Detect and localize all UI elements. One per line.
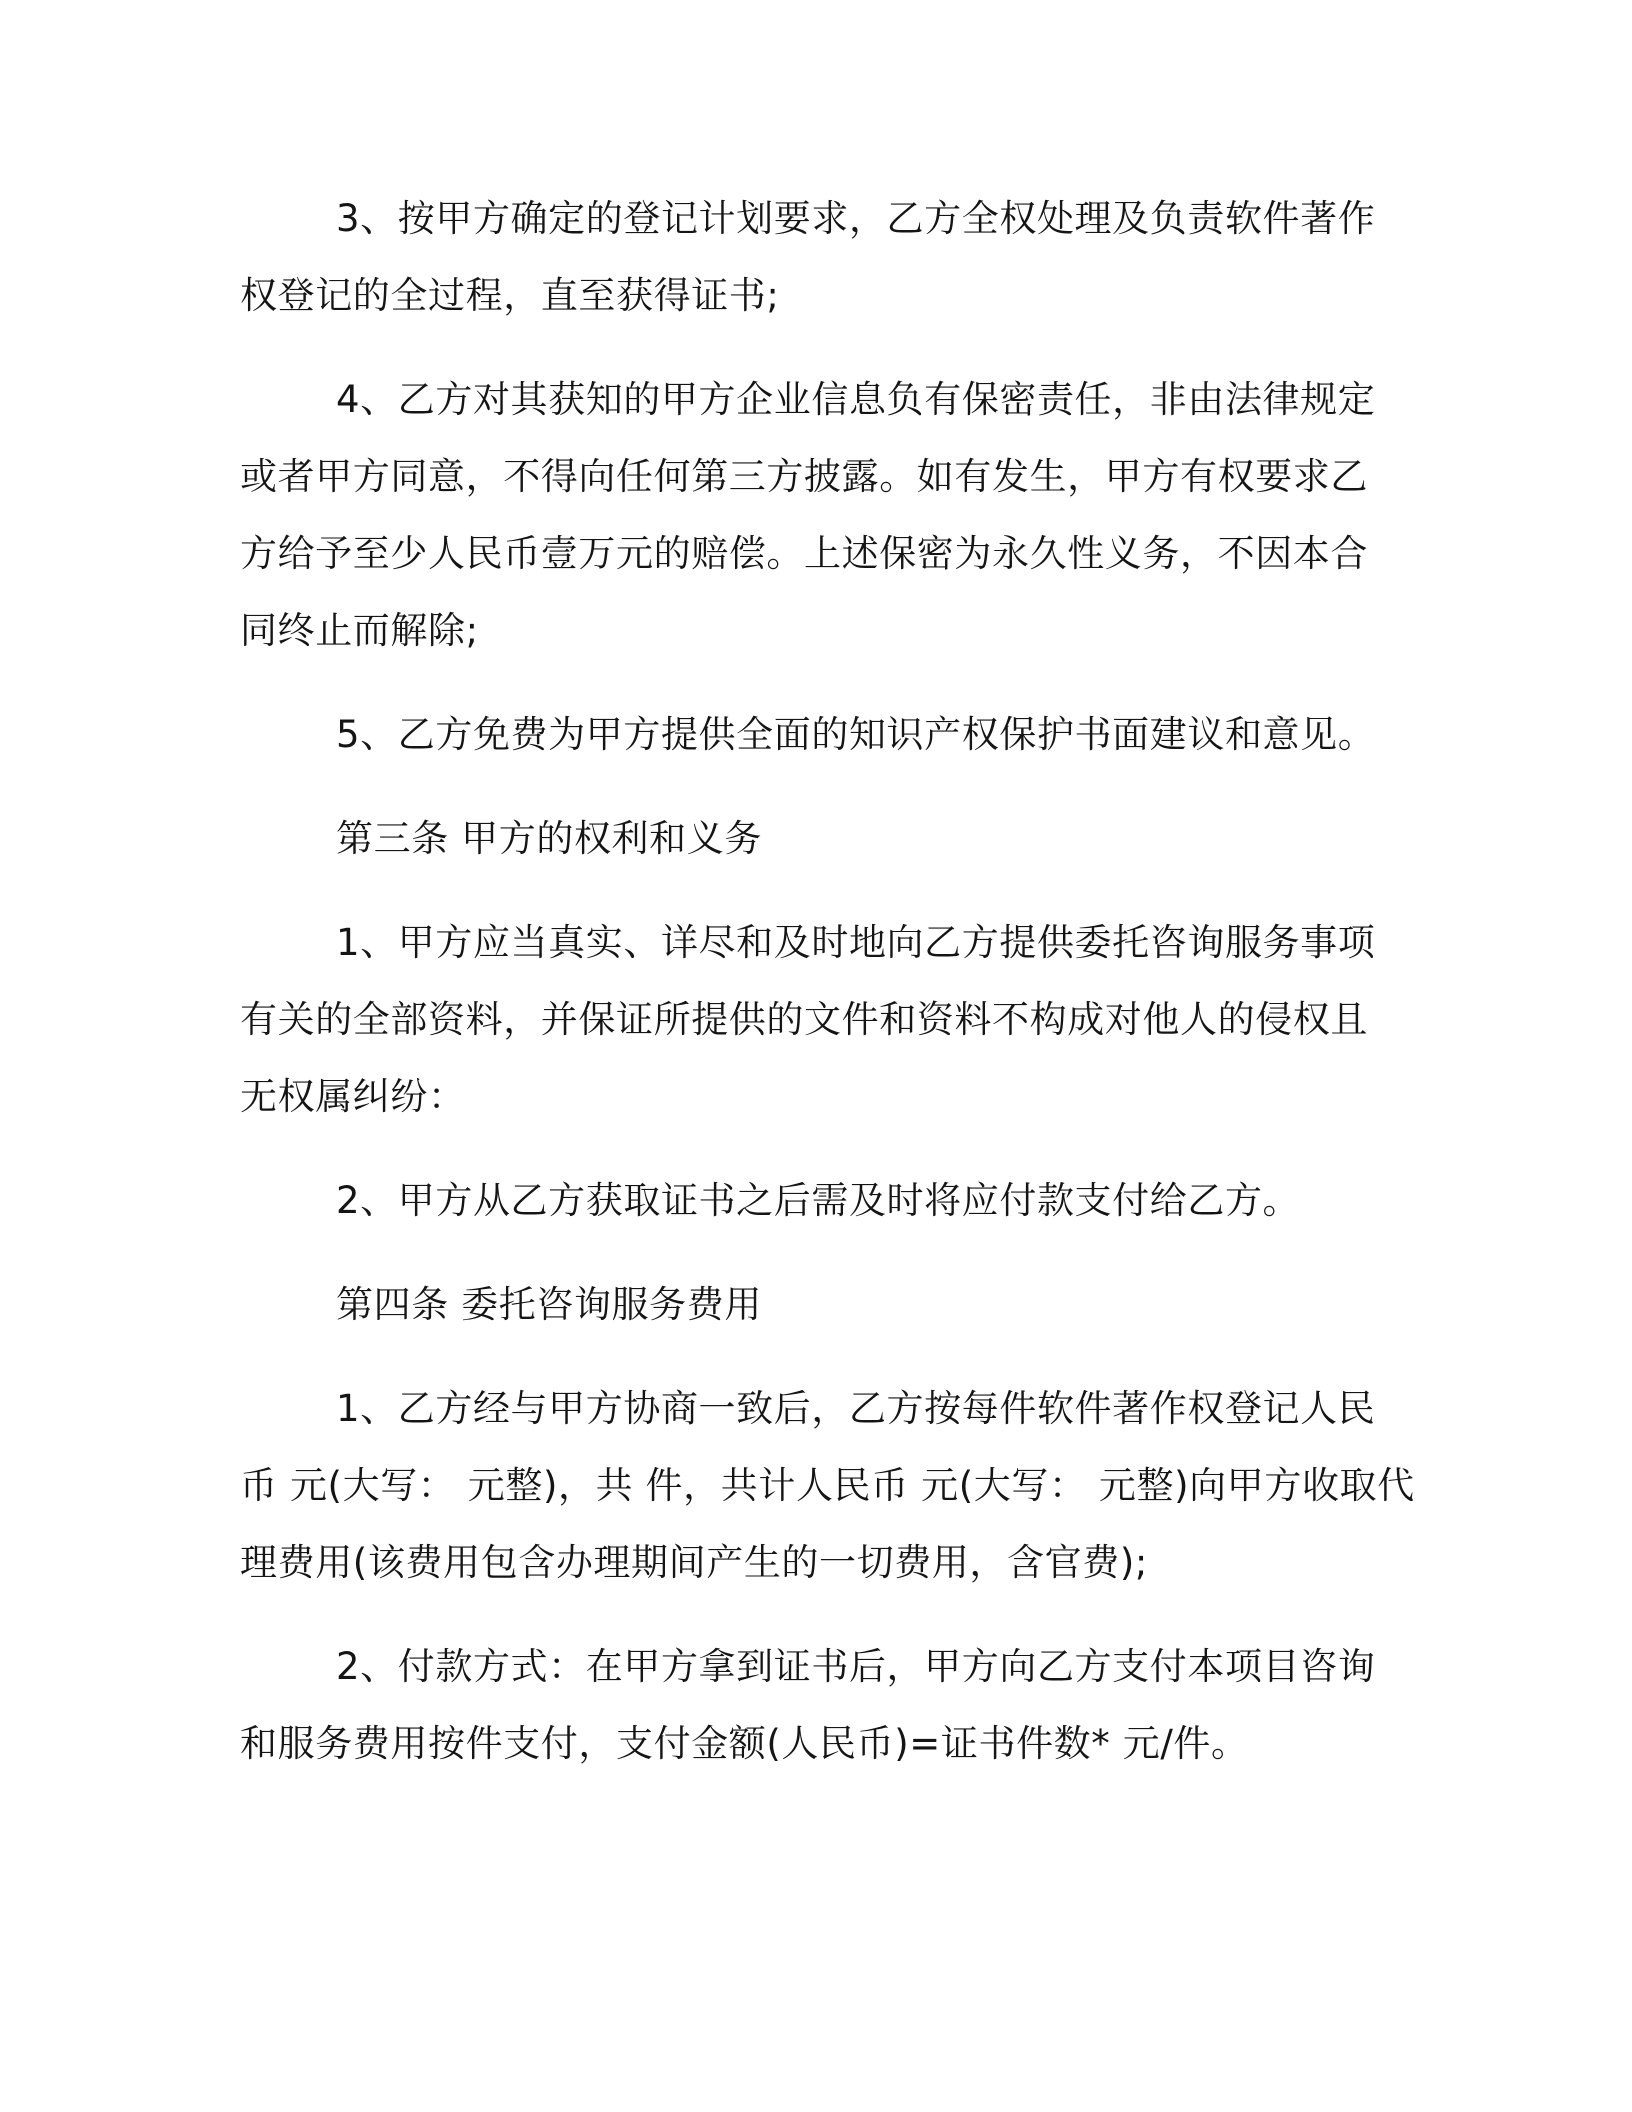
section-heading-article-4: 第四条 委托咨询服务费用 [336,1283,762,1326]
text-line: 2、甲方从乙方获取证书之后需及时将应付款支付给乙方。 [336,1179,1301,1222]
text-line: 3、按甲方确定的登记计划要求，乙方全权处理及负责软件著作 [336,197,1376,240]
clause-4-item-2 [240,1628,1400,1782]
text-line: 1、乙方经与甲方协商一致后，乙方按每件软件著作权登记人民 [336,1387,1376,1430]
text-line: 理费用(该费用包含办理期间产生的一切费用，含官费); [240,1541,1148,1584]
text-line: 1、甲方应当真实、详尽和及时地向乙方提供委托咨询服务事项 [336,921,1376,964]
clause-4-item-1 [240,1370,1415,1601]
section-heading-article-3: 第三条 甲方的权利和义务 [336,817,762,860]
text-line: 2、付款方式：在甲方拿到证书后，甲方向乙方支付本项目咨询 [336,1645,1376,1688]
clause-3-item-1 [240,904,1400,1135]
clause-2-item-4 [240,361,1400,669]
document-body [240,180,1415,1809]
text-line: 或者甲方同意，不得向任何第三方披露。如有发生，甲方有权要求乙 [240,455,1368,498]
clause-2-item-3 [240,180,1400,334]
text-line: 币 元(大写： 元整)，共 件，共计人民币 元(大写： 元整)向甲方收取代 [240,1464,1415,1507]
text-line: 方给予至少人民币壹万元的赔偿。上述保密为永久性义务，不因本合 [240,532,1368,575]
text-line: 权登记的全过程，直至获得证书; [240,274,780,317]
text-line: 无权属纠纷： [240,1075,466,1118]
text-line: 同终止而解除; [240,609,479,652]
text-line: 4、乙方对其获知的甲方企业信息负有保密责任，非由法律规定 [336,378,1376,421]
clause-3-item-2 [240,1162,1400,1239]
text-line: 有关的全部资料，并保证所提供的文件和资料不构成对他人的侵权且 [240,998,1368,1041]
clause-2-item-5 [240,696,1400,773]
text-line: 5、乙方免费为甲方提供全面的知识产权保护书面建议和意见。 [336,713,1376,756]
text-line: 和服务费用按件支付，支付金额(人民币)=证书件数* 元/件。 [240,1722,1249,1765]
